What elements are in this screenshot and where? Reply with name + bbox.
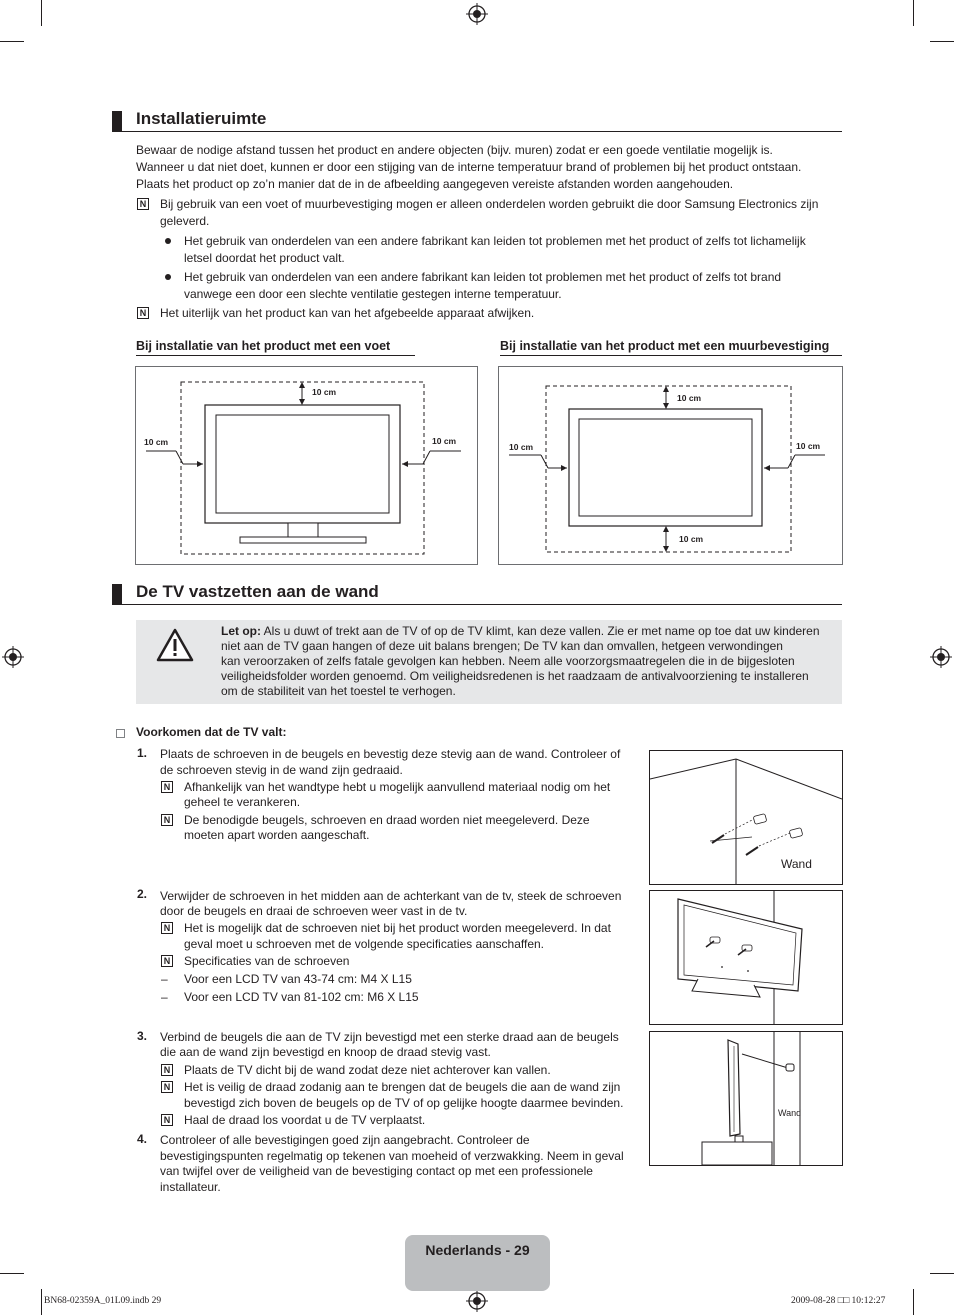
- bullet-text: letsel doordat het product valt.: [184, 251, 345, 265]
- step-text: Verbind de beugels die aan de TV zijn bevestigd met een sterke draad aan de beugels: [160, 1030, 619, 1044]
- crop-mark: [0, 1273, 24, 1274]
- note-text: Afhankelijk van het wandtype hebt u mogelijk aanvullend materiaal nodig om het: [184, 780, 611, 794]
- note-text: Plaats de TV dicht bij de wand zodat deze niet achterover kan vallen.: [184, 1063, 551, 1077]
- step-text: bevestigingspunten regelmatig op tekenen van moeheid of verzwakking. Neem in geval: [160, 1149, 624, 1163]
- paragraph: Plaats het product op zo’n manier dat de in de afbeelding aangegeven vereiste afstanden worden aangehouden.: [136, 177, 734, 191]
- section-title: De TV vastzetten aan de wand: [136, 582, 379, 601]
- step-text: door de beugels en draai de schroeven weer vast in de tv.: [160, 904, 468, 918]
- crop-mark: [41, 0, 42, 26]
- step-text: de schroeven stevig in de wand zijn gedraaid.: [160, 763, 403, 777]
- step-text: die aan de wand zijn bevestigd en knoop de draad stevig vast.: [160, 1045, 491, 1059]
- paragraph: Bewaar de nodige afstand tussen het product en andere objecten (bijv. muren) zodat er een goede ventilatie mogelijk is.: [136, 143, 773, 157]
- step-text: van twijfel over de veiligheid van de bevestiging contact op met een professionele: [160, 1164, 593, 1178]
- tv-back-bracket-illustration: [649, 890, 843, 1025]
- clearance-bottom-label: 10 cm: [679, 534, 704, 544]
- note-icon: N: [161, 1114, 173, 1126]
- warning-text: Als u duwt of trekt aan de TV of op de TV klimt, kan deze vallen. Zie er met name op toe dat uw kinderen: [261, 624, 820, 638]
- bullet-text: Het gebruik van onderdelen van een andere fabrikant kan leiden tot problemen met het product of zelfs tot lichamelijk: [184, 234, 806, 248]
- square-bullet-icon: [116, 729, 125, 738]
- note-text: moeten apart worden aangeschaft.: [184, 828, 370, 842]
- bullet-dot-icon: [165, 274, 171, 280]
- crop-mark: [41, 1289, 42, 1315]
- bullet-dot-icon: [165, 238, 171, 244]
- note-text: geheel te verankeren.: [184, 795, 301, 809]
- wall-install-heading: Bij installatie van het product met een muurbevestiging: [500, 339, 842, 356]
- note-text: Het is mogelijk dat de schroeven niet bij het product worden meegeleverd. In dat: [184, 921, 611, 935]
- registration-mark-icon: [466, 3, 488, 25]
- crop-mark: [930, 1273, 954, 1274]
- stand-install-heading: Bij installatie van het product met een voet: [136, 339, 415, 356]
- note-text: Het uiterlijk van het product kan van het afgebeelde apparaat afwijken.: [160, 306, 535, 320]
- note-text: Haal de draad los voordat u de TV verplaatst.: [184, 1113, 426, 1127]
- bullet-text: vanwege een door een slechte ventilatie gestegen interne temperatuur.: [184, 287, 562, 301]
- registration-mark-icon: [466, 1290, 488, 1312]
- step-text: installateur.: [160, 1180, 221, 1194]
- wall-bracket-illustration: [649, 750, 843, 885]
- heading-bar: [112, 584, 122, 604]
- step-number: 4.: [137, 1132, 148, 1146]
- note-text: De benodigde beugels, schroeven en draad worden niet meegeleverd. Deze: [184, 813, 590, 827]
- crop-mark: [913, 0, 914, 26]
- spec-item: Voor een LCD TV van 43-74 cm: M4 X L15: [184, 972, 412, 986]
- note-text: Het is veilig de draad zodanig aan te brengen dat de beugels die aan de wand zijn: [184, 1080, 621, 1094]
- note-icon: N: [161, 922, 173, 934]
- note-icon: N: [161, 1064, 173, 1076]
- note-icon: N: [137, 307, 149, 319]
- warning-line: kan veroorzaken of zelfs fatale gevolgen kan hebben. Neem alle voorzorgsmaatregelen die in de bijgesloten: [221, 654, 795, 668]
- tv-side-string-illustration: [649, 1031, 843, 1166]
- clearance-right-label: 10 cm: [432, 436, 457, 446]
- note-text: bevestigd zich boven de beugels op de TV of op gelijke hoogte daarmee bevinden.: [184, 1096, 624, 1110]
- warning-line: niet aan de TV gaan hangen of deze uit balans brengen; De TV kan dan omvallen, hetgeen verwondingen: [221, 639, 783, 653]
- note-icon: N: [161, 781, 173, 793]
- dash-icon: –: [161, 990, 168, 1004]
- paragraph: Wanneer u dat niet doet, kunnen er door een stijging van de interne temperatuur brand of problemen bij het product ontstaan.: [136, 160, 802, 174]
- registration-mark-icon: [930, 646, 952, 668]
- dash-icon: –: [161, 972, 168, 986]
- stand-clearance-diagram: [135, 366, 478, 565]
- note-icon: N: [161, 955, 173, 967]
- note-icon: N: [161, 1081, 173, 1093]
- clearance-left-label: 10 cm: [144, 437, 169, 447]
- clearance-left-label: 10 cm: [509, 442, 534, 452]
- page-number-tab: [405, 1235, 550, 1291]
- wall-clearance-diagram: [498, 366, 843, 565]
- note-icon: N: [161, 814, 173, 826]
- section-heading-installation: [112, 111, 842, 132]
- step-number: 3.: [137, 1029, 148, 1043]
- warning-line: om de stabiliteit van het toestel te verhogen.: [221, 684, 456, 698]
- step-number: 1.: [137, 746, 148, 760]
- clearance-right-label: 10 cm: [796, 441, 821, 451]
- bullet-text: Het gebruik van onderdelen van een andere fabrikant kan leiden tot problemen met het product of zelfs tot brand: [184, 270, 782, 284]
- warning-box: [136, 620, 842, 704]
- step-text: Controleer of alle bevestigingen goed zijn aangebracht. Controleer de: [160, 1133, 530, 1147]
- note-text: geval moet u schroeven met de volgende specificaties aanschaffen.: [184, 937, 544, 951]
- registration-mark-icon: [2, 646, 24, 668]
- section-heading-wall-mount: [112, 584, 842, 605]
- step-number: 2.: [137, 887, 148, 901]
- page-number: Nederlands - 29: [425, 1242, 530, 1258]
- note-text: geleverd.: [160, 214, 210, 228]
- wall-label: Wand: [781, 857, 812, 871]
- note-icon: N: [137, 198, 149, 210]
- clearance-top-label: 10 cm: [312, 387, 337, 397]
- note-text: Specificaties van de schroeven: [184, 954, 350, 968]
- file-info: BN68-02359A_01L09.indb 29: [44, 1296, 162, 1306]
- prevent-heading: Voorkomen dat de TV valt:: [136, 725, 287, 739]
- wall-label: Wand: [778, 1108, 802, 1118]
- crop-mark: [930, 41, 954, 42]
- crop-mark: [913, 1289, 914, 1315]
- note-text: Bij gebruik van een voet of muurbevestiging mogen er alleen onderdelen worden gebruikt die door Samsung Electronics zijn: [160, 197, 819, 211]
- heading-bar: [112, 111, 122, 131]
- warning-line: [221, 624, 820, 639]
- section-title: Installatieruimte: [136, 109, 267, 128]
- warning-line: veiligheidsfolder worden genoemd. Om veiligheidsredenen is het raadzaam de antivalvoorziening te installeren: [221, 669, 809, 683]
- spec-item: Voor een LCD TV van 81-102 cm: M6 X L15: [184, 990, 419, 1004]
- crop-mark: [0, 41, 24, 42]
- step-text: Verwijder de schroeven in het midden aan de achterkant van de tv, steek de schroeven: [160, 889, 622, 903]
- warning-triangle-icon: [156, 628, 194, 662]
- step-text: Plaats de schroeven in de beugels en bevestig deze stevig aan de wand. Controleer of: [160, 747, 621, 761]
- clearance-top-label: 10 cm: [677, 393, 702, 403]
- warning-label: Let op:: [221, 624, 261, 638]
- print-date: 2009-08-28 □□ 10:12:27: [791, 1296, 886, 1306]
